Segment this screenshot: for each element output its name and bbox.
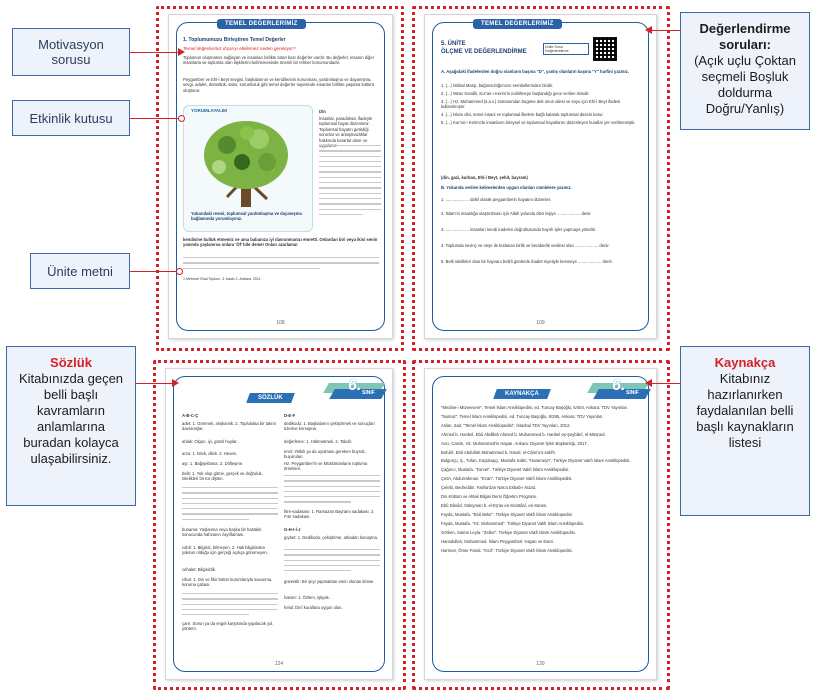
arrow-unite-dot <box>176 268 183 275</box>
word-bank: (din, gazi, kurban, Ehl-i Beyt, şehit, bayram) <box>441 175 528 180</box>
grade-badge: 6. SINIF <box>590 379 646 401</box>
page-tab: TEMEL DEĞERLERİMİZ <box>473 19 562 29</box>
body-text-lines-2 <box>183 257 379 273</box>
callout-etkinlik <box>12 100 130 136</box>
reference-item: Fayda, Mustafa. "Hz. Muhammed". Türkiye Diyanet Vakfı İslam Ansiklopedisi. <box>441 520 585 526</box>
handprint-tree-image <box>197 117 295 209</box>
reference-item: Ebû Dâvûd, Süleyman b. el-Eş'as es-Sicistânî, es-Sünen. <box>441 502 548 508</box>
glossary-entry: fitre-sadakası: 1. Ramazan Bayramı sadakası. 2. Fıtır sadakası. <box>284 509 375 520</box>
page-number: 139 <box>536 661 545 667</box>
glossary-entry: emir: Yetkili ya da uyulması gereken buyruk, buyurulan. <box>284 449 366 460</box>
reference-item: Bulgurçu, Ş., Tufan, Küçükaşçı, Mustafa Sabri, "Harameyn", Türkiye Diyanet Vakfı İslam Ansiklopedisi. <box>441 458 631 464</box>
callout-motivasyon-text: Motivasyon sorusu <box>38 37 104 67</box>
reference-item: Çelebi, Bedreddin. Fatiha'dan Nas'a Esbab-ı Nüzul. <box>441 485 537 491</box>
glossary-entry: ahlak: Olgun, iyi, güzel huylar. <box>182 439 238 444</box>
glossary-lines <box>182 593 278 619</box>
motivation-question: Temel değerlerimiz dışarıyı etkilemez neden gerekiyor? <box>183 46 296 51</box>
reference-item: Görken, Saime Leyla. "Zebür". Türkiye Diyanet Vakfı İslam Ansiklopedisi. <box>441 529 576 535</box>
reference-list <box>441 405 641 556</box>
callout-etkinlik-text: Etkinlik kutusu <box>29 110 113 126</box>
glossary-entry: gıybet: 1. Dedikodu, çekiştirme, arkadan konuşma. <box>284 535 379 540</box>
grade-badge: 6. SINIF <box>326 379 382 401</box>
reference-item: Ahmed b. Hanbel, Ebû Abdillah Ahmed b. Muhammed b. Hanbel eş-Şeybânî, el-Müsned. <box>441 431 606 437</box>
glossary-lines <box>284 475 380 507</box>
section-a-instruction: A. Aşağıdaki ifadelerden doğru olanların başına "D", yanlış olanların başına "Y" harfini yazınız. <box>441 69 629 74</box>
qr-code <box>593 37 617 61</box>
reference-item: Harman, Ömer Faruk. "İncil". Türkiye Diyanet Vakfı İslam Ansiklopedisi. <box>441 547 573 553</box>
callout-sozluk-body: Kitabınızda geçen belli başlı kavramların anlamlarına buradan kolayca ulaşabilirsiniz. <box>18 371 124 466</box>
intro-paragraph: Toplumun oluşmasını sağlayan ve insanları birlikte tutan bazı değerler vardır. Bu değerler, insanın diğer insanlarla ve toplumla olan ilişkilerini belirlemesinde önemli bir rehber konumundadır. <box>183 55 375 66</box>
glossary-entry: Hz. Peygamber'in ve Müslümanların topluma örnekleri. <box>284 461 368 472</box>
arrow-etkinlik-dot <box>178 115 185 122</box>
qr-label: Ünite Sonu Değerlendirme <box>543 43 589 55</box>
reference-item: Çetin, Abdurrahman. "Ezan". Türkiye Diyanet Vakfı İslam Ansiklopedisi. <box>441 476 573 482</box>
callout-degerlendirme <box>680 12 810 130</box>
glossary-section: G-H-I-İ-J <box>284 527 301 532</box>
reference-item: Fayda, Mustafa. "Ebû Bekir". Türkiye Diyanet Vakfı İslam Ansiklopedisi. <box>441 511 573 517</box>
arrow-sozluk-head <box>172 379 179 387</box>
body-text-lines <box>319 145 381 219</box>
page-temel-degerler <box>168 14 393 339</box>
reference-item: Aslan, Sait, "Temel İslam Ansiklopedisi", İstanbul TDV Yayınları, 2012. <box>441 422 571 428</box>
glossary-entry: güvenilir: Bir şeyi yapmaktan emin olunan kimse. <box>284 579 375 584</box>
callout-sozluk <box>6 346 136 506</box>
callout-degerlendirme-body: (Açık uçlu Çoktan seçmeli Boşluk doldurma Doğru/Yanlış) <box>694 53 796 116</box>
fill-item-4: 4. Toplumda sevinç ve neşe ile kutlanan birlik ve beraberlik vesilesi olan .................... denir. <box>441 243 610 248</box>
kaynakca-ribbon: KAYNAKÇA <box>493 389 550 399</box>
glossary-entry: cehalet: Bilgisizlik. <box>182 567 216 572</box>
arrow-motivasyon <box>130 52 180 53</box>
callout-sozluk-title: Sözlük <box>50 355 92 370</box>
arrow-unite <box>130 271 178 272</box>
glossary-entry: arzu: 1. İstek, dilek. 2. Heves. <box>182 451 237 456</box>
page-number: 108 <box>276 320 285 326</box>
page-tab: TEMEL DEĞERLERİMİZ <box>217 19 306 29</box>
glossary-entry: belit: 1. Yok olup gitme, gerçek ve doğruluk, nitelikleri bir tür dişten. <box>182 471 263 482</box>
fill-item-5: 5. Belli nitelikleri olan bir hayvanı belirli günlerde ibadet niyetiyle kesmeye .................... denir. <box>441 259 613 264</box>
glossary-entry: değerleme: 1. Hükmetmek. 2. Takdir. <box>284 439 353 444</box>
reference-item: Hamidullah, Muhammed. İslam Peygamberi: Hayatı ve Eseri. <box>441 538 555 544</box>
glossary-entry: cihat: 1. Din ve fikir bütün kurumlarıyla savunma, koruma çabası. <box>182 577 273 588</box>
arrow-etkinlik <box>130 118 180 119</box>
page-olcme-degerlendirme <box>424 14 657 339</box>
glossary-lines <box>284 549 380 575</box>
page-kaynakca <box>424 368 657 680</box>
sozluk-ribbon: SÖZLÜK <box>246 393 294 403</box>
fill-item-1: 1. .................... dahil olarak peygamberin hayatını düzenler. <box>441 197 552 202</box>
reference-item: Çağırıcı, Mustafa. "Da'vet". Türkiye Diyanet Vakfı İslam Ansiklopedisi. <box>441 467 570 473</box>
callout-degerlendirme-title: Değerlendirme soruları: <box>699 21 791 52</box>
arrow-kaynakca-head <box>645 379 652 387</box>
glossary-entry: bunama: Yaşlanma veya başka bir hastalık sonucunda hafızanın zayıflaması. <box>182 527 262 538</box>
page-sozluk <box>165 368 393 680</box>
callout-kaynakca-title: Kaynakça <box>714 355 776 370</box>
tf-item-2: 2. (...) Mirac Kandili, Kur'an-ı Kerim'in indirilmeye başlandığı gece verilen isimdir. <box>441 91 590 96</box>
reference-item: "Namaz", Temel İslam Ansiklopedisi, ed. Tuncay Başoğlu, 6/295, Ankara: TDV Yayınları. <box>441 413 604 419</box>
reference-item: Din Kültürü ve Ahlak Bilgisi Dersi Öğretim Programı. <box>441 494 538 500</box>
tf-item-3: 3. (...) Hz. Muhammed (s.a.v.) zamanından bugüne dek onun ailesi ve soyu için Ehl-i Beyt ifadesi kullanılmıştır. <box>441 99 621 110</box>
glossary-entry: adet: 1. Görenek, alışkanlık. 2. Toplulukta bir takım davranışlar. <box>182 421 276 432</box>
unit-label: 5. ÜNİTE <box>441 41 466 47</box>
callout-motivasyon <box>12 28 130 76</box>
tf-item-1: 1. (...) İstiklal Marşı, bağımsızlığımızın sembollerinden biridir. <box>441 83 554 88</box>
col2-heading: D-E-F <box>284 413 296 418</box>
bold-paragraph: kendisine bulluk etmemiz ve ama babanıza iyi davranmanızı emretti. Onlardan biri veya ikisi senin yanında yaşlanırsa onlara 'Öf' bile deme! Onları azarlama! <box>183 237 378 248</box>
tf-item-4: 4. (...) İslam dini, temel insani ve toplumsal ilkelere bağlı kalarak toplumsal düzeni korur. <box>441 112 604 117</box>
glossary-entry: hasret: 1. Özlem, iştiyak. <box>284 595 330 600</box>
glossary-entry: cahil: 1. Bilgisiz, bilmeyen. 2. Hak bilgisinden yoksun olduğu için gerçeği açıkça göremeyen. <box>182 545 268 556</box>
arrow-degerlendirme <box>650 30 680 31</box>
reference-item: Buhârî, Ebû Abdullah Muhammed b. İsmail, el-Câmi'u's-sahîh. <box>441 449 556 455</box>
arrow-motivasyon-head <box>178 48 185 56</box>
section-heading: 1. Toplumumuzu Birleştiren Temel Değerler <box>183 37 286 43</box>
glossary-lines <box>182 487 278 524</box>
reference-item: Avcı, Casim, Hz. Muhammed'in Hayatı. Ankara: Diyanet İşleri Başkanlığı, 2017. <box>441 440 588 446</box>
page-number: 124 <box>274 661 284 667</box>
reference-item: "Medine-i Münevvere", Temel İslam Ansiklopedisi, ed. Tuncay Başoğlu, 5/404, Ankara: TDV Yayınları. <box>441 405 629 410</box>
tf-item-5: 5. (...) Kur'an-ı Kerim'de insanların bireysel ve toplumsal hayatlarını düzenleyen kurallar yer verilmemiştir. <box>441 120 636 125</box>
callout-unite-metni <box>30 253 130 289</box>
fill-item-2: 2. İslam'ın insanlığa ulaştırılması için Allah yolunda ölen kişiye .................... denir. <box>441 211 592 216</box>
evaluation-title: ÖLÇME VE DEĞERLENDİRME <box>441 49 527 55</box>
arrow-degerlendirme-head <box>645 26 652 34</box>
col1-heading: A-B-C-Ç <box>182 413 199 418</box>
page-number: 109 <box>536 320 545 326</box>
glossary-entry: aşı: 1. Bağışıklama. 2. Dölleşme. <box>182 461 244 466</box>
callout-unite-text: Ünite metni <box>47 263 113 279</box>
din-title: Din <box>319 109 326 114</box>
section-b-instruction: B. Yukarıda verilen kelimelerden uygun olanları cümlelere yazınız. <box>441 185 572 190</box>
callout-kaynakca-body: Kitabınız hazırlanırken faydalanılan belli başlı kaynakların listesi <box>696 371 794 450</box>
din-text: İnsanlar, paradoksa; ifadeyle toplumsal hayat düzenlenir. Toplumsal hayatın getirdiği sorunlar ve anlaşmazlıklar hakkında kararlar alınır ve <box>319 116 373 143</box>
tree-caption: Yukarıdaki resmi, toplumsal yardımlaşma ve dayanışma bağlamında yorumlayınız. <box>191 211 302 222</box>
activity-title: YORUMLAYALIM <box>191 108 227 113</box>
glossary-entry: dedikodu: 1. Başkalarını çekiştirmek ve sonuçları üzerine konuşma. <box>284 421 375 432</box>
callout-kaynakca <box>680 346 810 516</box>
values-paragraph: Peygamber ve Ehl-i Beyt sevgisi, başkalarının ve kendilerinin korunması, yardımlaşma ve dayanışma, sevgi, adalet, dürüstlük, sabır, sorumluluk gibi temel değerler sayesinde insanlar birlikte yaşama kültürü oluşturur. <box>183 77 375 93</box>
glossary-entry: çare: Sorun ya da engel karşısında yapılacak yol, yöntem. <box>182 621 274 632</box>
arrow-sozluk <box>136 383 174 384</box>
glossary-entry: helal: Dinî kurallara uygun olan. <box>284 605 343 610</box>
arrow-kaynakca <box>650 383 680 384</box>
footnotes: 1 Mehmet Önal Toplum, 3. baskı 2. Ankara, 2011 <box>183 277 261 281</box>
fill-item-3: 3. .................... insanları kendi iradeleri doğrultusunda hayırlı işler yapmaya yöneltir. <box>441 227 597 232</box>
